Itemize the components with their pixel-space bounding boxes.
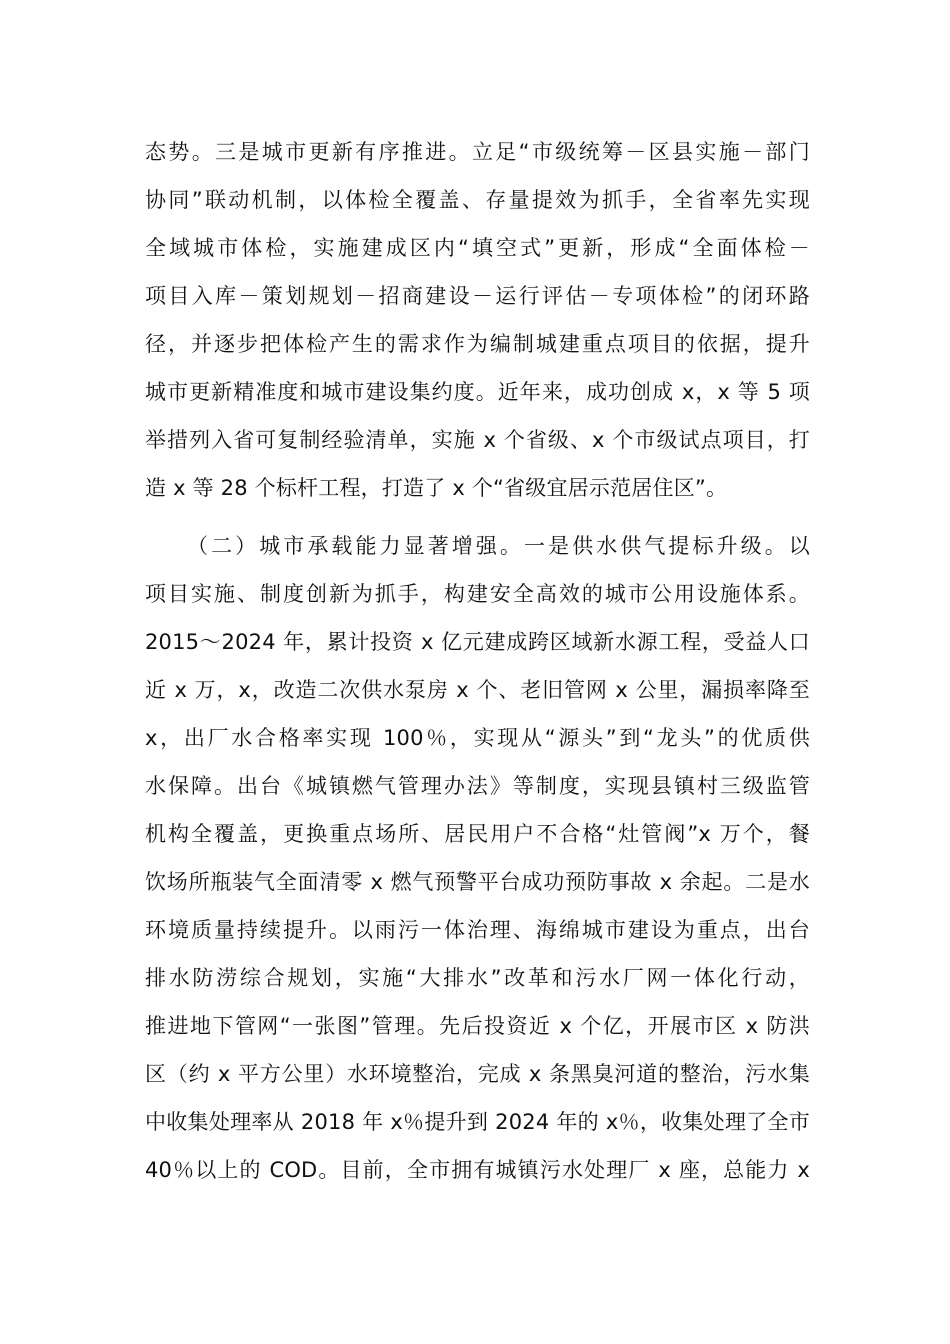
text-line: 协同”联动机制，以体检全覆盖、存量提效为抓手，全省率先实现 [145, 188, 810, 212]
text-line: 饮场所瓶装气全面清零 x 燃气预警平台成功预防事故 x 余起。二是水 [145, 870, 810, 894]
text-line: 机构全覆盖，更换重点场所、居民用户不合格“灶管阀”x 万个，餐 [145, 822, 810, 846]
text-line: 区（约 x 平方公里）水环境整治，完成 x 条黑臭河道的整治，污水集 [145, 1062, 810, 1086]
text-line: 全域城市体检，实施建成区内“填空式”更新，形成“全面体检－ [145, 236, 810, 260]
text-line: 城市更新精准度和城市建设集约度。近年来，成功创成 x，x 等 5 项 [145, 380, 810, 404]
text-line: 项目实施、制度创新为抓手，构建安全高效的城市公用设施体系。 [145, 582, 810, 606]
text-line: 造 x 等 28 个标杆工程，打造了 x 个“省级宜居示范居住区”。 [145, 476, 728, 500]
text-line: 排水防涝综合规划，实施“大排水”改革和污水厂网一体化行动， [145, 966, 810, 990]
text-line: 40％以上的 COD。目前，全市拥有城镇污水处理厂 x 座，总能力 x [145, 1158, 810, 1182]
text-line: 态势。三是城市更新有序推进。立足“市级统筹－区县实施－部门 [145, 140, 810, 164]
text-line: 推进地下管网“一张图”管理。先后投资近 x 个亿，开展市区 x 防洪 [145, 1014, 810, 1038]
text-line: 项目入库－策划规划－招商建设－运行评估－专项体检”的闭环路 [145, 284, 810, 308]
text-line: 2015～2024 年，累计投资 x 亿元建成跨区域新水源工程，受益人口 [145, 630, 810, 654]
text-line: 近 x 万，x，改造二次供水泵房 x 个、老旧管网 x 公里，漏损率降至 [145, 678, 810, 702]
text-line: x，出厂水合格率实现 100％，实现从“源头”到“龙头”的优质供 [145, 726, 810, 750]
text-line: 中收集处理率从 2018 年 x％提升到 2024 年的 x％，收集处理了全市 [145, 1110, 810, 1134]
text-line: 举措列入省可复制经验清单，实施 x 个省级、x 个市级试点项目，打 [145, 428, 810, 452]
text-line: 径，并逐步把体检产生的需求作为编制城建重点项目的依据，提升 [145, 332, 810, 356]
text-line: 水保障。出台《城镇燃气管理办法》等制度，实现县镇村三级监管 [145, 774, 810, 798]
section-heading-line: （二）城市承载能力显著增强。一是供水供气提标升级。以 [187, 534, 810, 558]
text-line: 环境质量持续提升。以雨污一体治理、海绵城市建设为重点，出台 [145, 918, 810, 942]
